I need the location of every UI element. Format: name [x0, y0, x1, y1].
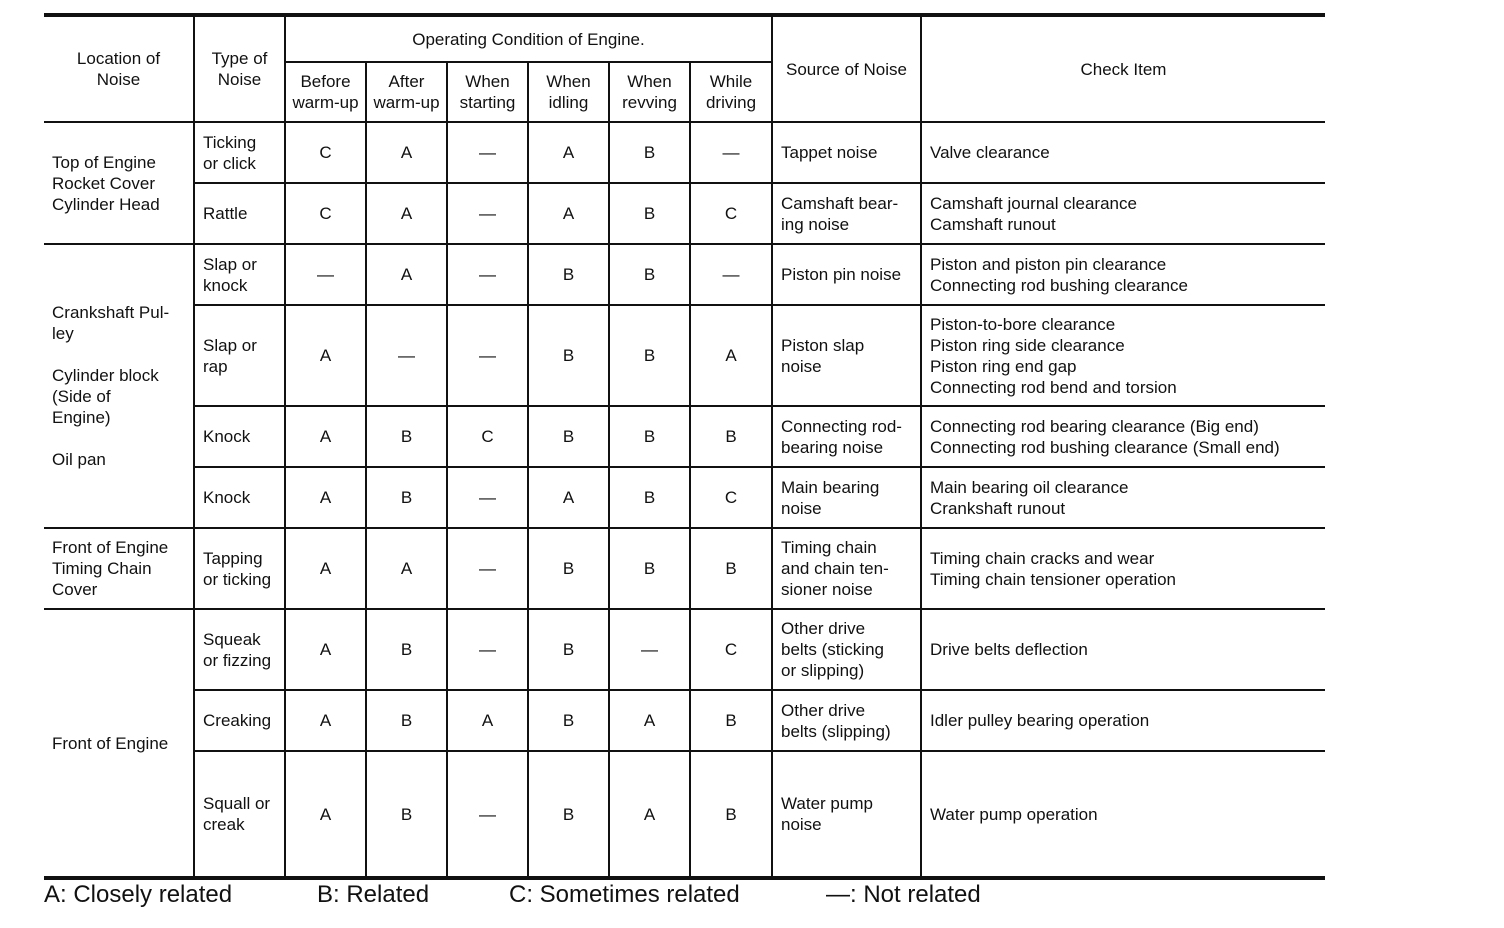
condition-rating-cell: A — [285, 305, 366, 406]
table-row — [44, 183, 1325, 244]
condition-rating-cell: C — [690, 183, 772, 244]
condition-rating-cell: C — [285, 183, 366, 244]
table-row — [44, 122, 1325, 183]
location-cell: Top of Engine Rocket Cover Cylinder Head — [44, 122, 194, 244]
check-item-cell: Timing chain cracks and wear Timing chain tensioner operation — [921, 528, 1325, 609]
condition-header-when-revving: When revving — [609, 62, 690, 122]
condition-rating-cell: A — [528, 122, 609, 183]
legend-closely-related: A: Closely related — [44, 881, 233, 908]
engine-noise-table — [44, 13, 1325, 880]
table-row — [44, 406, 1325, 467]
header-row-top — [44, 15, 1325, 62]
table-row — [44, 751, 1325, 878]
noise-type-cell: Knock — [194, 467, 285, 528]
condition-rating-cell: — — [447, 609, 528, 690]
condition-rating-cell: C — [285, 122, 366, 183]
condition-rating-cell: B — [366, 690, 447, 751]
noise-type-cell: Squall or creak — [194, 751, 285, 878]
operating-condition-header: Operating Condition of Engine. — [285, 15, 772, 62]
condition-rating-cell: — — [366, 305, 447, 406]
condition-rating-cell: B — [609, 467, 690, 528]
legend-related: B: Related — [317, 881, 430, 908]
condition-rating-cell: A — [528, 467, 609, 528]
condition-rating-cell: B — [690, 690, 772, 751]
condition-rating-cell: A — [285, 467, 366, 528]
noise-source-cell: Main bearing noise — [772, 467, 921, 528]
condition-rating-cell: C — [447, 406, 528, 467]
condition-rating-cell: A — [285, 690, 366, 751]
condition-rating-cell: C — [690, 467, 772, 528]
condition-rating-cell: B — [690, 528, 772, 609]
condition-header-after-warm-up: After warm-up — [366, 62, 447, 122]
noise-type-cell: Slap or rap — [194, 305, 285, 406]
condition-rating-cell: — — [447, 467, 528, 528]
check-item-cell: Idler pulley bearing operation — [921, 690, 1325, 751]
condition-rating-cell: A — [285, 751, 366, 878]
condition-rating-cell: — — [690, 244, 772, 305]
noise-source-cell: Camshaft bear- ing noise — [772, 183, 921, 244]
condition-rating-cell: A — [366, 244, 447, 305]
condition-rating-cell: B — [609, 122, 690, 183]
condition-rating-cell: A — [366, 183, 447, 244]
condition-rating-cell: A — [528, 183, 609, 244]
check-item-cell: Main bearing oil clearance Crankshaft runout — [921, 467, 1325, 528]
noise-type-cell: Tapping or ticking — [194, 528, 285, 609]
condition-rating-cell: B — [609, 305, 690, 406]
location-header: Location of Noise — [44, 15, 194, 122]
check-item-cell: Piston and piston pin clearance Connecting rod bushing clearance — [921, 244, 1325, 305]
condition-rating-cell: B — [690, 751, 772, 878]
condition-rating-cell: B — [690, 406, 772, 467]
condition-rating-cell: B — [366, 467, 447, 528]
noise-source-cell: Connecting rod- bearing noise — [772, 406, 921, 467]
condition-rating-cell: B — [528, 528, 609, 609]
condition-rating-cell: — — [285, 244, 366, 305]
check-item-cell: Piston-to-bore clearance Piston ring side clearance Piston ring end gap Connecting rod bend and torsion — [921, 305, 1325, 406]
condition-rating-cell: — — [690, 122, 772, 183]
condition-rating-cell: B — [366, 609, 447, 690]
condition-rating-cell: — — [447, 751, 528, 878]
noise-type-cell: Rattle — [194, 183, 285, 244]
table-row — [44, 305, 1325, 406]
condition-rating-cell: A — [366, 528, 447, 609]
noise-type-cell: Creaking — [194, 690, 285, 751]
noise-type-cell: Slap or knock — [194, 244, 285, 305]
location-cell: Front of Engine Timing Chain Cover — [44, 528, 194, 609]
condition-rating-cell: — — [447, 305, 528, 406]
condition-rating-cell: B — [609, 528, 690, 609]
condition-rating-cell: — — [447, 244, 528, 305]
check-item-cell: Valve clearance — [921, 122, 1325, 183]
noise-source-cell: Tappet noise — [772, 122, 921, 183]
condition-rating-cell: A — [285, 528, 366, 609]
condition-header-when-starting: When starting — [447, 62, 528, 122]
condition-header-before-warm-up: Before warm-up — [285, 62, 366, 122]
condition-rating-cell: B — [366, 406, 447, 467]
location-cell: Front of Engine — [44, 609, 194, 878]
condition-rating-cell: B — [528, 406, 609, 467]
condition-header-while-driving: While driving — [690, 62, 772, 122]
check-item-cell: Camshaft journal clearance Camshaft runout — [921, 183, 1325, 244]
source-header: Source of Noise — [772, 15, 921, 122]
type-header: Type of Noise — [194, 15, 285, 122]
condition-rating-cell: A — [447, 690, 528, 751]
noise-source-cell: Piston pin noise — [772, 244, 921, 305]
condition-header-when-idling: When idling — [528, 62, 609, 122]
condition-rating-cell: A — [366, 122, 447, 183]
condition-rating-cell: — — [609, 609, 690, 690]
table-row — [44, 690, 1325, 751]
condition-rating-cell: B — [528, 609, 609, 690]
condition-rating-cell: A — [609, 751, 690, 878]
condition-rating-cell: — — [447, 122, 528, 183]
condition-rating-cell: B — [528, 751, 609, 878]
condition-rating-cell: C — [690, 609, 772, 690]
noise-source-cell: Water pump noise — [772, 751, 921, 878]
noise-source-cell: Other drive belts (sticking or slipping) — [772, 609, 921, 690]
condition-rating-cell: B — [609, 244, 690, 305]
check-item-cell: Water pump operation — [921, 751, 1325, 878]
condition-rating-cell: — — [447, 528, 528, 609]
check-item-header: Check Item — [921, 15, 1325, 122]
table-row — [44, 467, 1325, 528]
condition-rating-cell: A — [285, 406, 366, 467]
condition-rating-cell: A — [285, 609, 366, 690]
noise-source-cell: Other drive belts (slipping) — [772, 690, 921, 751]
check-item-cell: Connecting rod bearing clearance (Big end) Connecting rod bushing clearance (Small end) — [921, 406, 1325, 467]
condition-rating-cell: B — [609, 406, 690, 467]
condition-rating-cell: B — [366, 751, 447, 878]
noise-type-cell: Ticking or click — [194, 122, 285, 183]
condition-rating-cell: — — [447, 183, 528, 244]
noise-type-cell: Squeak or fizzing — [194, 609, 285, 690]
noise-source-cell: Piston slap noise — [772, 305, 921, 406]
condition-rating-cell: A — [690, 305, 772, 406]
legend-sometimes-related: C: Sometimes related — [509, 881, 740, 908]
check-item-cell: Drive belts deflection — [921, 609, 1325, 690]
noise-source-cell: Timing chain and chain ten- sioner noise — [772, 528, 921, 609]
condition-rating-cell: A — [609, 690, 690, 751]
legend-not-related: —: Not related — [826, 881, 981, 908]
location-cell: Crankshaft Pul- ley Cylinder block (Side of Engine) Oil pan — [44, 244, 194, 528]
condition-rating-cell: B — [528, 305, 609, 406]
condition-rating-cell: B — [528, 690, 609, 751]
condition-rating-cell: B — [609, 183, 690, 244]
table-row — [44, 609, 1325, 690]
noise-type-cell: Knock — [194, 406, 285, 467]
table-row — [44, 244, 1325, 305]
table-row — [44, 528, 1325, 609]
condition-rating-cell: B — [528, 244, 609, 305]
